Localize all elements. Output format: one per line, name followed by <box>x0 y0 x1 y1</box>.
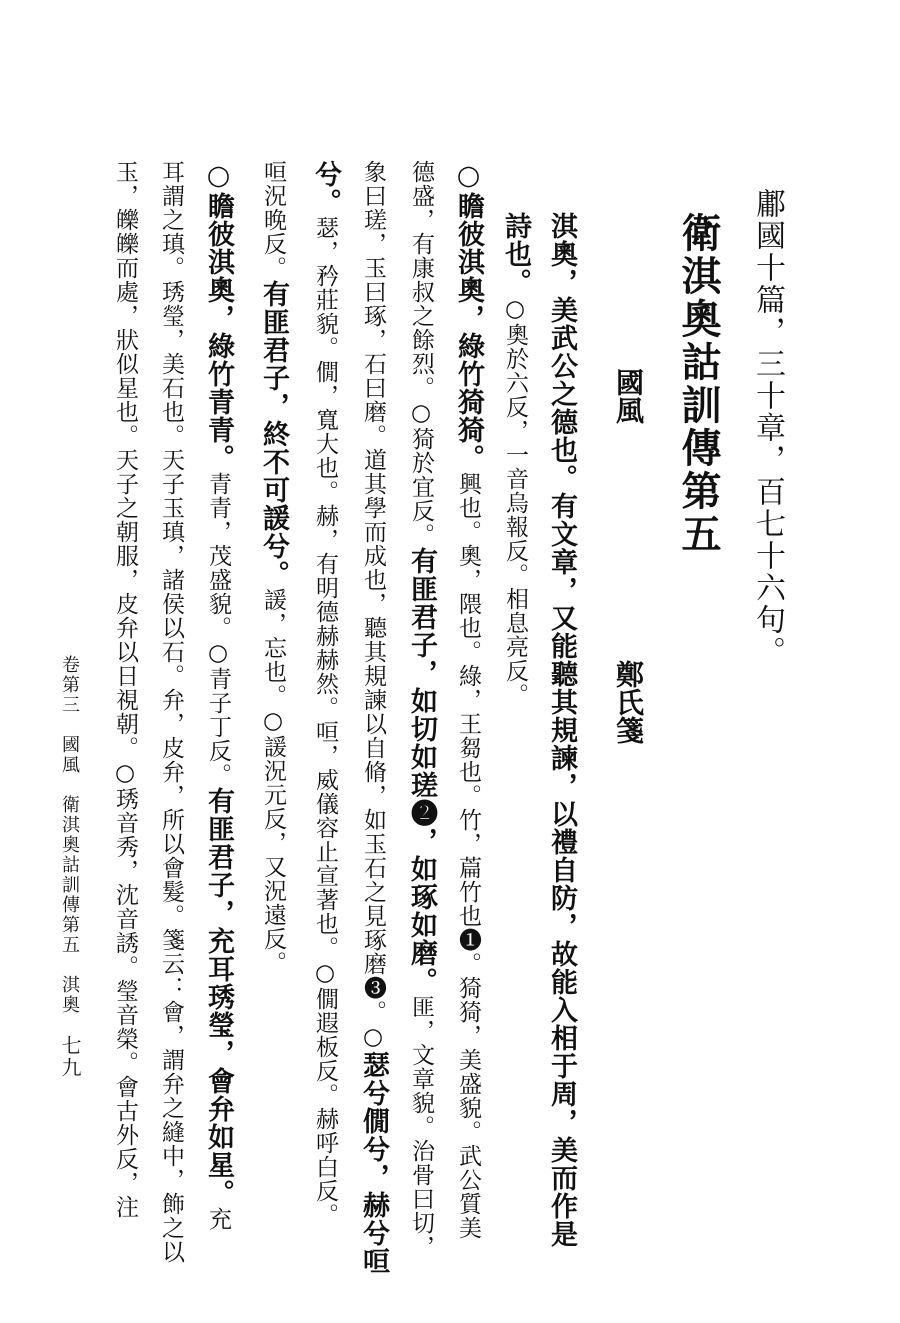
text-column-5: 象曰瑳，玉曰琢，石曰磨。道其學而成也，聽其規諫以自脩，如玉石之見琢磨❸。○瑟兮僩兮，赫兮咺 <box>358 160 389 1275</box>
header-line: 鄘國十篇，三十章，百七十六句。 <box>750 188 785 668</box>
text-column-6: 兮。瑟，矜莊貌。僩，寬大也。赫，有明德赫赫然。咺，威儀容止宣著也。○僩遐板反。赫呼白反。 <box>310 160 341 1227</box>
page-title: 衛淇奧詁訓傳第五 <box>675 212 722 556</box>
page-number: 七九 <box>58 1035 82 1079</box>
text-column-10: 玉，皪皪而處，狀似星也。天子之朝服，皮弁以日視朝。○琇音秀，沈音誘。瑩音榮。會古外反，注 <box>112 160 138 1219</box>
text-column-4: 德盛，有康叔之餘烈。○猗於宜反。有匪君子，如切如瑳❷，如琢如磨。匪，文章貌。治骨曰切， <box>406 160 437 1259</box>
text-column-1: 淇奧，美武公之德也。有文章，又能聽其規諫，以禮自防，故能入相于周，美而作是 <box>546 212 577 1248</box>
running-footer: 卷第三 國風 衛淇奧詁訓傳第五 淇奧 <box>59 655 80 1015</box>
text-column-7: 咺況晚反。有匪君子，終不可諼兮。諼，忘也。○諼況元反，又況遠反。 <box>258 160 289 975</box>
text-column-2: 詩也。○奧於六反，一音烏報反。相息亮反。 <box>500 212 531 707</box>
text-column-9: 耳謂之瑱。琇瑩，美石也。天子玉瑱，諸侯以石。弁，皮弁，所以會髮。箋云：會，謂弁之縫中，飾之以 <box>158 160 184 1264</box>
author-label: 鄭氏箋 <box>612 660 645 744</box>
text-column-8: ○瞻彼淇奧，綠竹青青。青青，茂盛貌。○青子丁反。有匪君子，充耳琇瑩，會弁如星。充 <box>203 160 234 1231</box>
section-label: 國風 <box>612 368 645 424</box>
text-column-3: ○瞻彼淇奧，綠竹猗猗。興也。奧，隈也。綠，王芻也。竹，萹竹也❶。猗猗，美盛貌。武公質美 <box>453 160 484 1240</box>
